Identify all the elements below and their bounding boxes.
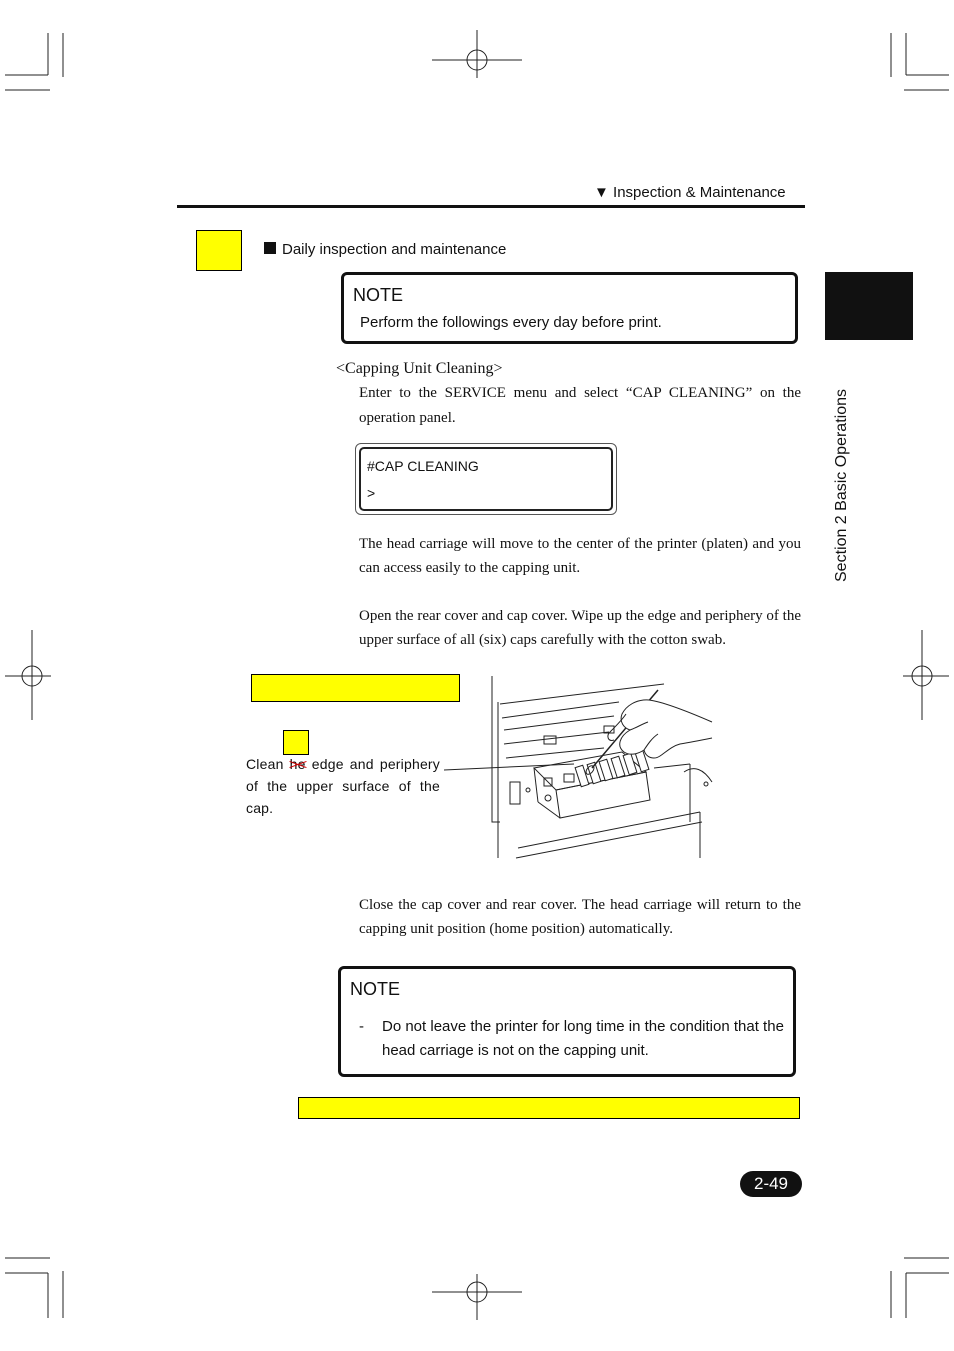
lcd-line-1: #CAP CLEANING xyxy=(367,458,479,474)
section-heading-text: Daily inspection and maintenance xyxy=(282,241,507,258)
square-bullet-icon xyxy=(264,242,276,254)
caption-text: edge and periphery of the upper surface of the cap. xyxy=(246,756,440,816)
note-title: NOTE xyxy=(350,979,401,999)
instruction-paragraph: Close the cap cover and rear cover. The head carriage will return to the capping unit position (home position) automatically. xyxy=(359,897,801,937)
struck-text: he xyxy=(290,753,306,775)
note-body: Do not leave the printer for long time in the condition that the head carriage is not on the capping unit. xyxy=(382,1018,784,1059)
list-bullet: - xyxy=(359,1018,364,1035)
note-body: Perform the followings every day before print. xyxy=(360,314,662,331)
section-label: Section 2 Basic Operations xyxy=(833,389,850,582)
capping-unit-illustration xyxy=(444,672,718,864)
page-number: 2-49 xyxy=(740,1171,802,1197)
caption-text: Clean xyxy=(246,756,290,772)
note-box-2 xyxy=(338,966,796,1077)
triangle-down-icon: ▼ xyxy=(594,184,609,201)
lcd-display xyxy=(359,447,613,511)
figure-caption xyxy=(246,753,440,819)
note-title: NOTE xyxy=(353,285,404,305)
highlight-bar xyxy=(251,674,460,702)
subsection-heading: <Capping Unit Cleaning> xyxy=(336,360,503,377)
header-title: Inspection & Maintenance xyxy=(613,184,786,201)
step-marker-1 xyxy=(196,230,242,271)
instruction-paragraph: Open the rear cover and cap cover. Wipe up the edge and periphery of the upper surface of all (six) caps carefully with the cotton swab. xyxy=(359,608,801,648)
instruction-paragraph: Enter to the SERVICE menu and select “CAP CLEANING” on the operation panel. xyxy=(359,385,801,426)
section-tab xyxy=(825,272,913,340)
step-marker-2 xyxy=(283,730,309,755)
lcd-line-2: > xyxy=(367,485,376,501)
highlight-bar xyxy=(298,1097,800,1119)
running-header xyxy=(594,184,786,201)
header-rule xyxy=(177,205,805,208)
note-box-1 xyxy=(341,272,798,344)
instruction-paragraph: The head carriage will move to the center of the printer (platen) and you can access easily to the capping unit. xyxy=(359,536,801,576)
section-heading xyxy=(264,241,506,258)
